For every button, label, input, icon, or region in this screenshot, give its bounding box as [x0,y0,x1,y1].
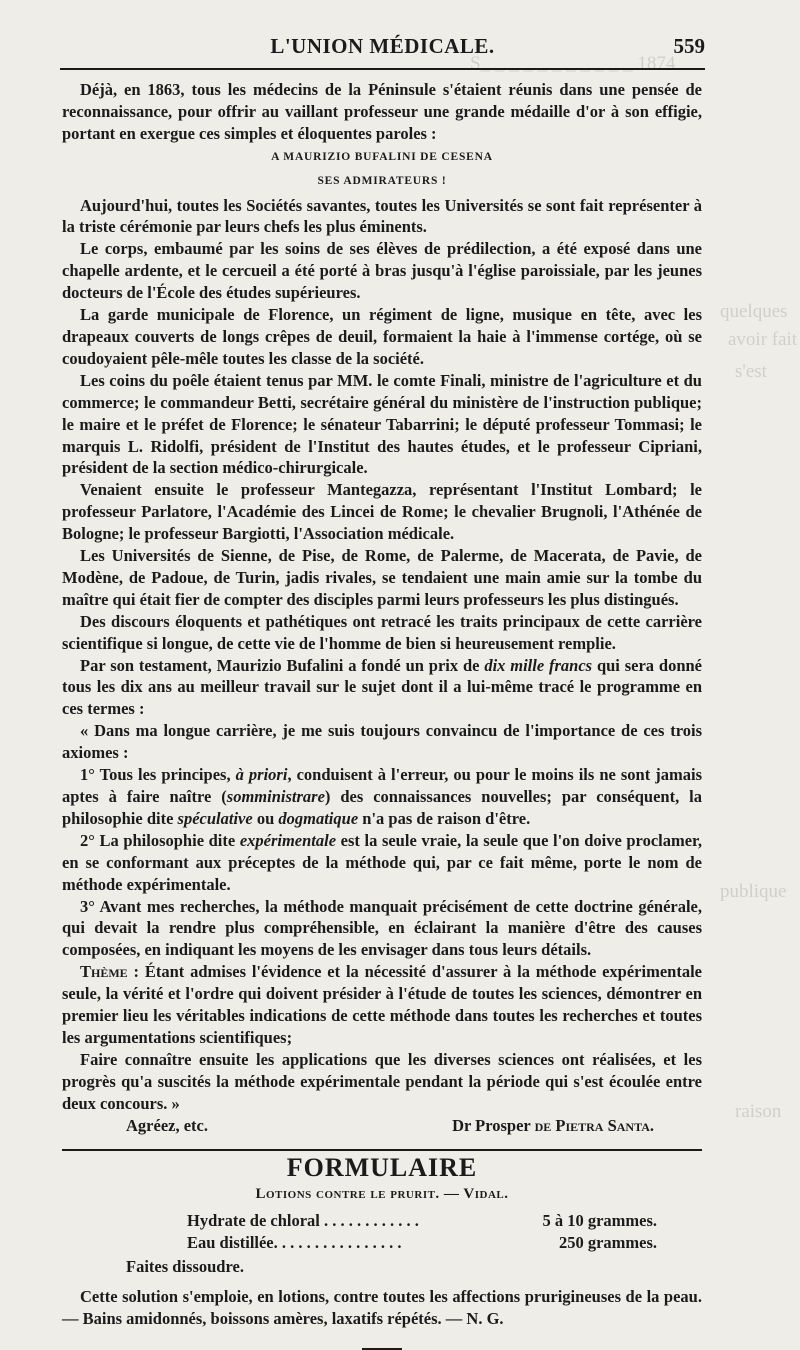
journal-title: L'UNION MÉDICALE. [270,34,495,58]
paragraph [62,655,702,721]
ingredient-row [62,1232,702,1254]
ingredient-name: Eau distillée. . . . . . . . . . . . . . . . [187,1233,402,1253]
ingredient-quantity: 5 à 10 grammes. [542,1211,657,1231]
show-through-texture: quelques [720,301,788,322]
italic-text: dix mille francs [484,655,593,675]
signature-name: de Pietra Santa. [534,1115,654,1135]
italic-text: spéculative [177,808,253,828]
text-run: ) des connaissances nouvelles; par conséquent, la philosophie dite [62,787,702,828]
axiom-1 [62,764,702,830]
signature-prefix: Dr Prosper [452,1115,535,1135]
paragraph: Déjà, en 1863, tous les médecins de la Péninsule s'étaient réunis dans une pensée de reconnaissance, pour offrir au vaillant professeur une grande médaille d'or à son effigie, portant en exergue ces simples et éloquentes paroles : [62,80,702,143]
text-run: est la seule vraie, la seule que l'on doive proclamer, en se conformant aux préceptes de la méthode qui, par ce fait même, porte le nom de méthode expérimentale. [62,830,702,894]
paragraph: Les coins du poêle étaient tenus par MM. le comte Finali, ministre de l'agriculture et du commerce; le commandeur Betti, secrétaire général du ministère de l'instruction publique; le maire et le préfet de Florence; le sénateur Tabarrini; le député professeur Tommasi; le marquis L. Ridolfi, président de l'Institut des hautes études, et le professeur Cipriani, président de la section médico-chirurgicale. [62,370,702,478]
show-through-texture: s'est [735,361,767,382]
formula-title: Lotions contre le prurit. — Vidal. [255,1186,509,1203]
paragraph: Faire connaître ensuite les applications que les diverses sciences ont réalisées, et les progrès qu'a suscités la méthode expérimentale pendant la période qui s'est écoulée entre deux concours. » [62,1049,702,1113]
italic-text: somministrare [226,787,325,806]
text-run: 2° La philosophie dite [80,830,240,850]
signature [452,1115,654,1137]
show-through-texture: raison [735,1101,782,1122]
dedication-line: SES ADMIRATEURS ! [317,174,447,187]
section-divider [62,1149,702,1151]
dedication-line: A MAURIZIO BUFALINI DE CESENA [271,150,493,163]
text-run: Par son testament, Maurizio Bufalini a fondé un prix de [80,655,485,675]
text-run: , conduisent à l'erreur, ou pour le moins ils ne sont jamais aptes à faire naître ( [62,765,702,806]
show-through-texture: S_ _ _ _ _ _ _ _ _ _ _ 1874 [470,53,676,74]
axiom-3: 3° Avant mes recherches, la méthode manquait précisément de cette doctrine générale, qui devait la rendre plus compréhensible, en éclairant la manière d'être des causes composées, en indiquant les moyens de les envisager dans tous leurs détails. [62,896,702,960]
page-header [60,32,705,70]
text-run: 1° Tous les principes, [80,765,236,785]
paragraph: Le corps, embaumé par les soins de ses élèves de prédilection, a été exposé dans une chapelle ardente, et le cercueil a été porté à bras jusqu'à l'église paroissiale, par les jeunes docteurs de l'École des études supérieures. [62,239,702,303]
paragraph: Les Universités de Sienne, de Pise, de Rome, de Palerme, de Macerata, de Pavie, de Modène, de Padoue, de Turin, jadis rivales, se tendaient une main amie sur la tombe du maître qui était fier de compter des disciples parmi leurs professeurs les plus distingués. [62,546,702,609]
ingredient-name: Hydrate de chloral . . . . . . . . . . . . [187,1211,419,1231]
text-run: ou [252,808,279,828]
text-run: Étant admises l'évidence et la nécessité d'assurer à la méthode expérimentale seule, la vérité et l'ordre qui doivent présider à l'étude de toutes les sciences, démontrer en premier lieu les véritables indications de cette méthode dans toutes les recherches et toutes les argumentations scientifiques; [62,962,702,1047]
paragraph: Venaient ensuite le professeur Mantegazza, représentant l'Institut Lombard; le professeur Parlatore, l'Académie des Lincei de Rome; le chevalier Brugnoli, l'Athénée de Bologne; le professeur Bargiotti, l'Association médicale. [62,480,702,544]
formula-instruction: Faites dissoudre. [126,1257,244,1277]
ingredient-list [62,1210,702,1254]
text-run: qui sera donné tous les dix ans au meilleur travail sur le sujet dont il a lui-même tracé le programme en ces termes : [62,655,702,719]
page-number: 559 [673,34,705,58]
paragraph: Des discours éloquents et pathétiques ont retracé les traits principaux de cette carrière scientifique si longue, de cette vie de l'homme de bien si heureusement remplie. [62,611,702,653]
axiom-2 [62,830,702,896]
show-through-texture: publique [720,881,787,902]
italic-text: expérimentale [239,830,337,850]
ingredient-row [62,1210,702,1232]
formula-note: Cette solution s'emploie, en lotions, contre toutes les affections prurigineuses de la peau. — Bains amidonnés, boissons amères, laxatifs répétés. — N. G. [62,1287,702,1328]
italic-text: à priori [235,765,288,785]
text-run: n'a pas de raison d'être. [358,808,531,828]
ingredient-quantity: 250 grammes. [558,1233,657,1253]
article-body [62,79,702,1350]
theme-paragraph [62,961,702,1049]
quote-intro: « Dans ma longue carrière, je me suis toujours convaincu de l'importance de ces trois axiomes : [62,721,702,763]
theme-label: Thème : [80,962,139,982]
italic-text: dogmatique [278,808,359,828]
closing: Agréez, etc. [126,1115,208,1135]
section-title: FORMULAIRE [286,1152,478,1182]
signature-line [62,1115,702,1137]
paragraph: La garde municipale de Florence, un régiment de ligne, musique en tête, avec les drapeaux couverts de longs crêpes de deuil, formaient la haie à l'immense cortége, où se coudoyaient pêle-mêle toutes les classe de la société. [62,305,702,368]
paragraph: Aujourd'hui, toutes les Sociétés savantes, toutes les Universités se sont fait représenter à la triste cérémonie par leurs chefs les plus éminents. [62,195,702,237]
show-through-texture: avoir fait [728,329,798,350]
